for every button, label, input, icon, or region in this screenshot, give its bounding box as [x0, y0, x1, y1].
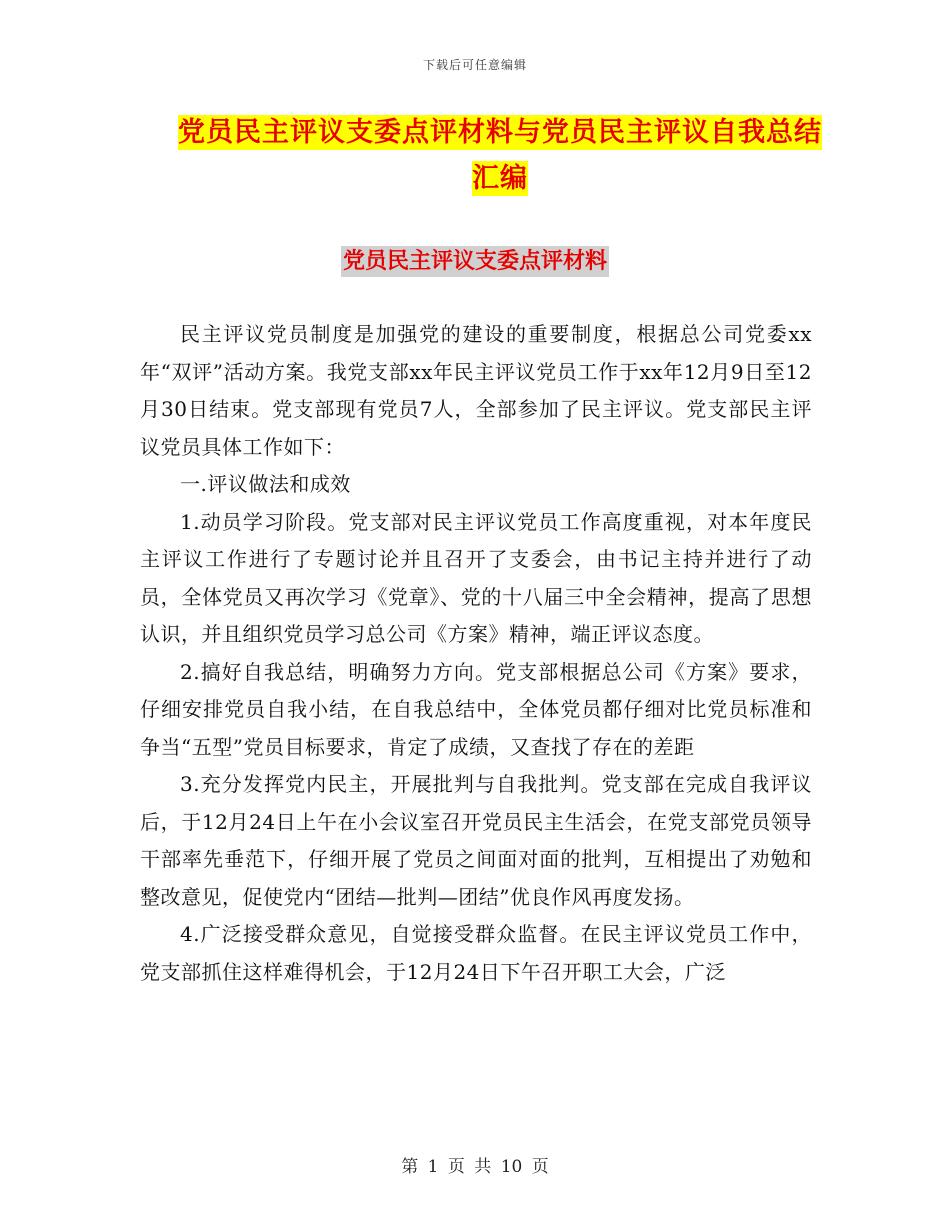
section-title [0, 244, 950, 275]
paragraph: 民主评议党员制度是加强党的建设的重要制度，根据总公司党委xx年“双评”活动方案。我党支部xx年民主评议党员工作于xx年12月9日至12月30日结束。党支部现有党员7人，全部参加了民主评议。党支部民主评议党员具体工作如下： [140, 322, 812, 459]
page-footer: 第 1 页 共 10 页 [401, 1157, 549, 1177]
paragraph: 1.动员学习阶段。党支部对民主评议党员工作高度重视，对本年度民主评议工作进行了专题讨论并且召开了支委会，由书记主持并进行了动员，全体党员又再次学习《党章》、党的十八届三中全会精神，提高了思想认识，并且组织党员学习总公司《方案》精神，端正评议态度。 [140, 509, 812, 646]
document-title [120, 110, 880, 202]
header-note: 下载后可任意编辑 [422, 58, 527, 72]
paragraph: 一.评议做法和成效 [180, 472, 351, 496]
paragraph: 4.广泛接受群众意见，自觉接受群众监督。在民主评议党员工作中，党支部抓住这样难得机会，于12月24日下午召开职工大会，广泛 [140, 922, 812, 984]
paragraph: 2.搞好自我总结，明确努力方向。党支部根据总公司《方案》要求，仔细安排党员自我小结，在自我总结中，全体党员都仔细对比党员标准和争当“五型”党员目标要求，肯定了成绩，又查找了存在的差距 [140, 659, 812, 759]
document-body [140, 316, 812, 991]
paragraph: 3.充分发挥党内民主，开展批判与自我批判。党支部在完成自我评议后，于12月24日上午在小会议室召开党员民主生活会，在党支部党员领导干部率先垂范下，仔细开展了党员之间面对面的批判，互相提出了劝勉和整改意见，促使党内“团结—批判—团结”优良作风再度发扬。 [140, 772, 812, 909]
document-title-line1: 党员民主评议支委点评材料与党员民主评议自我总结 [178, 117, 822, 148]
section-title-text: 党员民主评议支委点评材料 [341, 246, 609, 277]
document-title-line2: 汇编 [472, 163, 528, 194]
